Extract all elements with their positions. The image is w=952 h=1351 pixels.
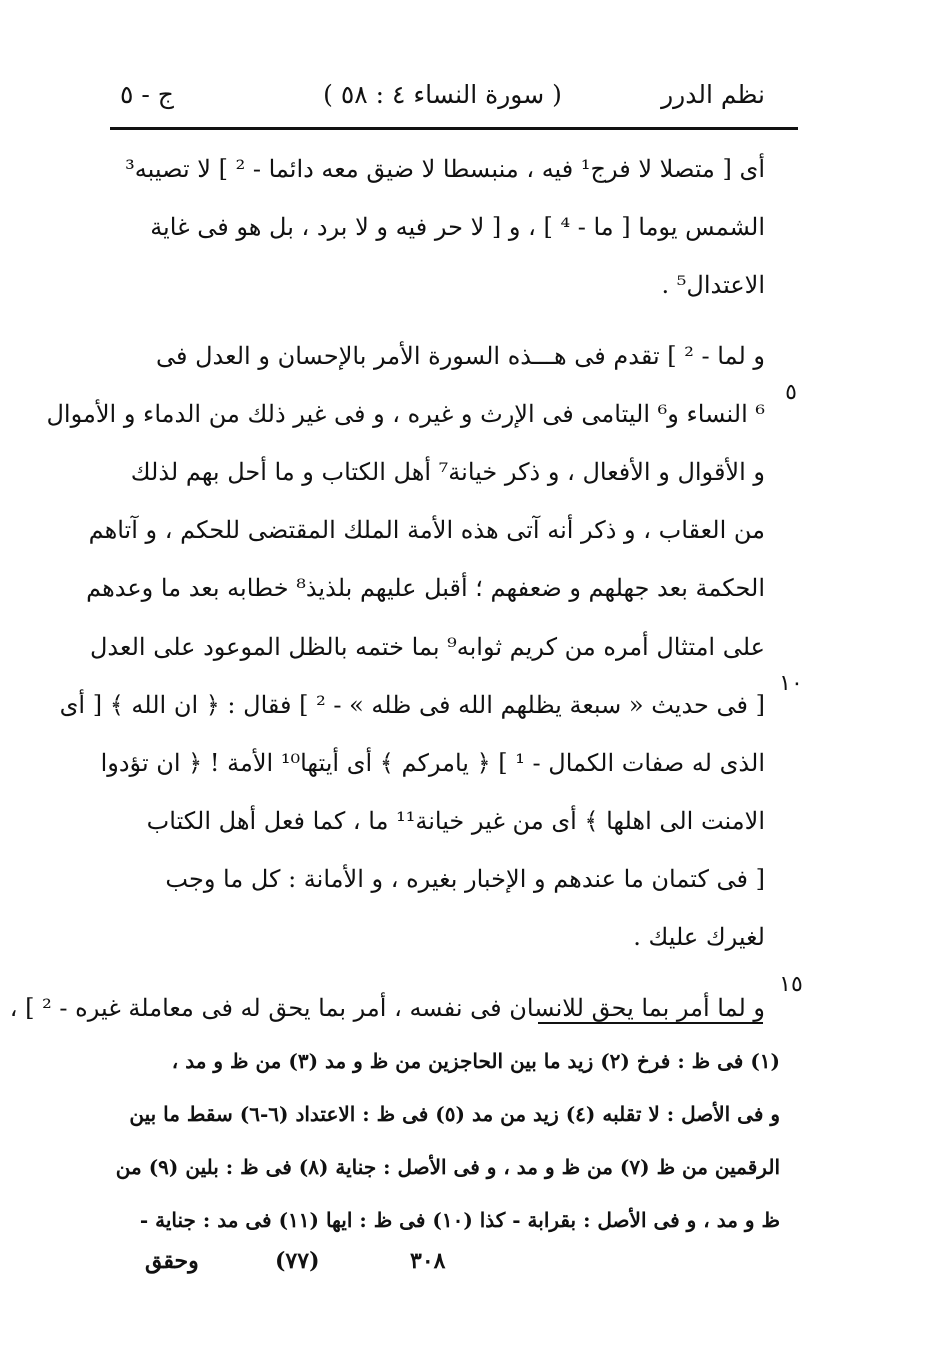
header-rule bbox=[110, 127, 798, 130]
text-line: و لما أمر بما يحق للانسان فى نفسه ، أمر بما يحق له فى معاملة غيره - ² ] ، bbox=[9, 993, 765, 1022]
text-line: و لما - ² ] تقدم فى هـــذه السورة الأمر بالإحسان و العدل فى bbox=[156, 341, 765, 370]
text-line: الذى له صفات الكمال - ¹ ] ﴿ يامركم ﴾ أى أيتها¹⁰ الأمة ! ﴿ ان تؤدوا bbox=[100, 748, 765, 777]
footnotes bbox=[115, 1035, 780, 1247]
line-number-5: ٥ bbox=[785, 380, 797, 405]
running-header bbox=[120, 70, 765, 120]
line-number-15: ١٥ bbox=[779, 972, 803, 997]
text-line: من العقاب ، و ذكر أنه آتى هذه الأمة الملك المقتضى للحكم ، و آتاهم bbox=[88, 516, 765, 545]
text-line: الشمس يوما [ ما - ⁴ ] ، و [ لا حر فيه و لا برد ، بل هو فى غاية bbox=[150, 213, 765, 242]
text-line: على امتثال أمره من كريم ثوابه⁹ بما ختمه بالظل الموعود على العدل bbox=[89, 632, 765, 661]
page-number: ٣٠٨ bbox=[410, 1248, 446, 1274]
text-line: أى [ متصلا لا فرج¹ فيه ، منبسطا لا ضيق معه دائما - ² ] لا تصيبه³ bbox=[125, 155, 765, 183]
surah-reference: ( سورة النساء ٤ : ٥٨ ) bbox=[323, 80, 562, 109]
book-title: نظم الدرر bbox=[661, 80, 765, 109]
main-text bbox=[9, 140, 765, 1037]
text-line: [ فى كتمان ما عندهم و الإخبار بغيره ، و الأمانة : كل ما وجب bbox=[165, 865, 765, 894]
text-line: لغيرك عليك . bbox=[633, 923, 765, 952]
text-line: الاعتدال⁵ . bbox=[661, 271, 765, 300]
footnote-line: ظ و مد ، و فى الأصل : بقرابة - كذا (١٠) فى ظ : ايها (١١) فى مد : جناية - bbox=[139, 1208, 780, 1232]
line-number-10: ١٠ bbox=[779, 671, 803, 696]
text-line: الامنت الى اهلها ﴾ أى من غير خيانة¹¹ ما ، كما فعل أهل الكتاب bbox=[146, 807, 765, 836]
footnote-line: (١) فى ظ : فرخ (٢) زيد ما بين الحاجزين من ظ و مد (٣) من ظ و مد ، bbox=[171, 1049, 780, 1073]
text-line: الحكمة بعد جهلهم و ضعفهم ؛ أقبل عليهم بلذيذ⁸ خطابه بعد ما وعدهم bbox=[86, 574, 765, 603]
catchword: وحقق bbox=[145, 1248, 199, 1274]
text-line: [ فى حديث « سبعة يظلهم الله فى ظله » - ² ] فقال : ﴿ ان الله ﴾ [ أى bbox=[59, 690, 765, 719]
page-footer bbox=[120, 1248, 765, 1288]
footnote-rule bbox=[538, 1022, 763, 1024]
text-line: ⁶ النساء و⁶ اليتامى فى الإرث و غيره ، و فى غير ذلك من الدماء و الأموال bbox=[46, 399, 765, 428]
footnote-line: الرقمين من ظ (٧) من ظ و مد ، و فى الأصل : جناية (٨) فى ظ : بلين (٩) من bbox=[115, 1155, 780, 1179]
volume-label: ج - ٥ bbox=[120, 80, 174, 109]
signature-mark: (٧٧) bbox=[275, 1248, 320, 1274]
footnote-line: و فى الأصل : لا تقلبه (٤) زيد من مد (٥) فى ظ : الاعتداد (٦-٦) سقط ما بين bbox=[129, 1102, 780, 1126]
text-line: و الأقوال و الأفعال ، و ذكر خيانة⁷ أهل الكتاب و ما أحل بهم لذلك bbox=[130, 457, 765, 486]
